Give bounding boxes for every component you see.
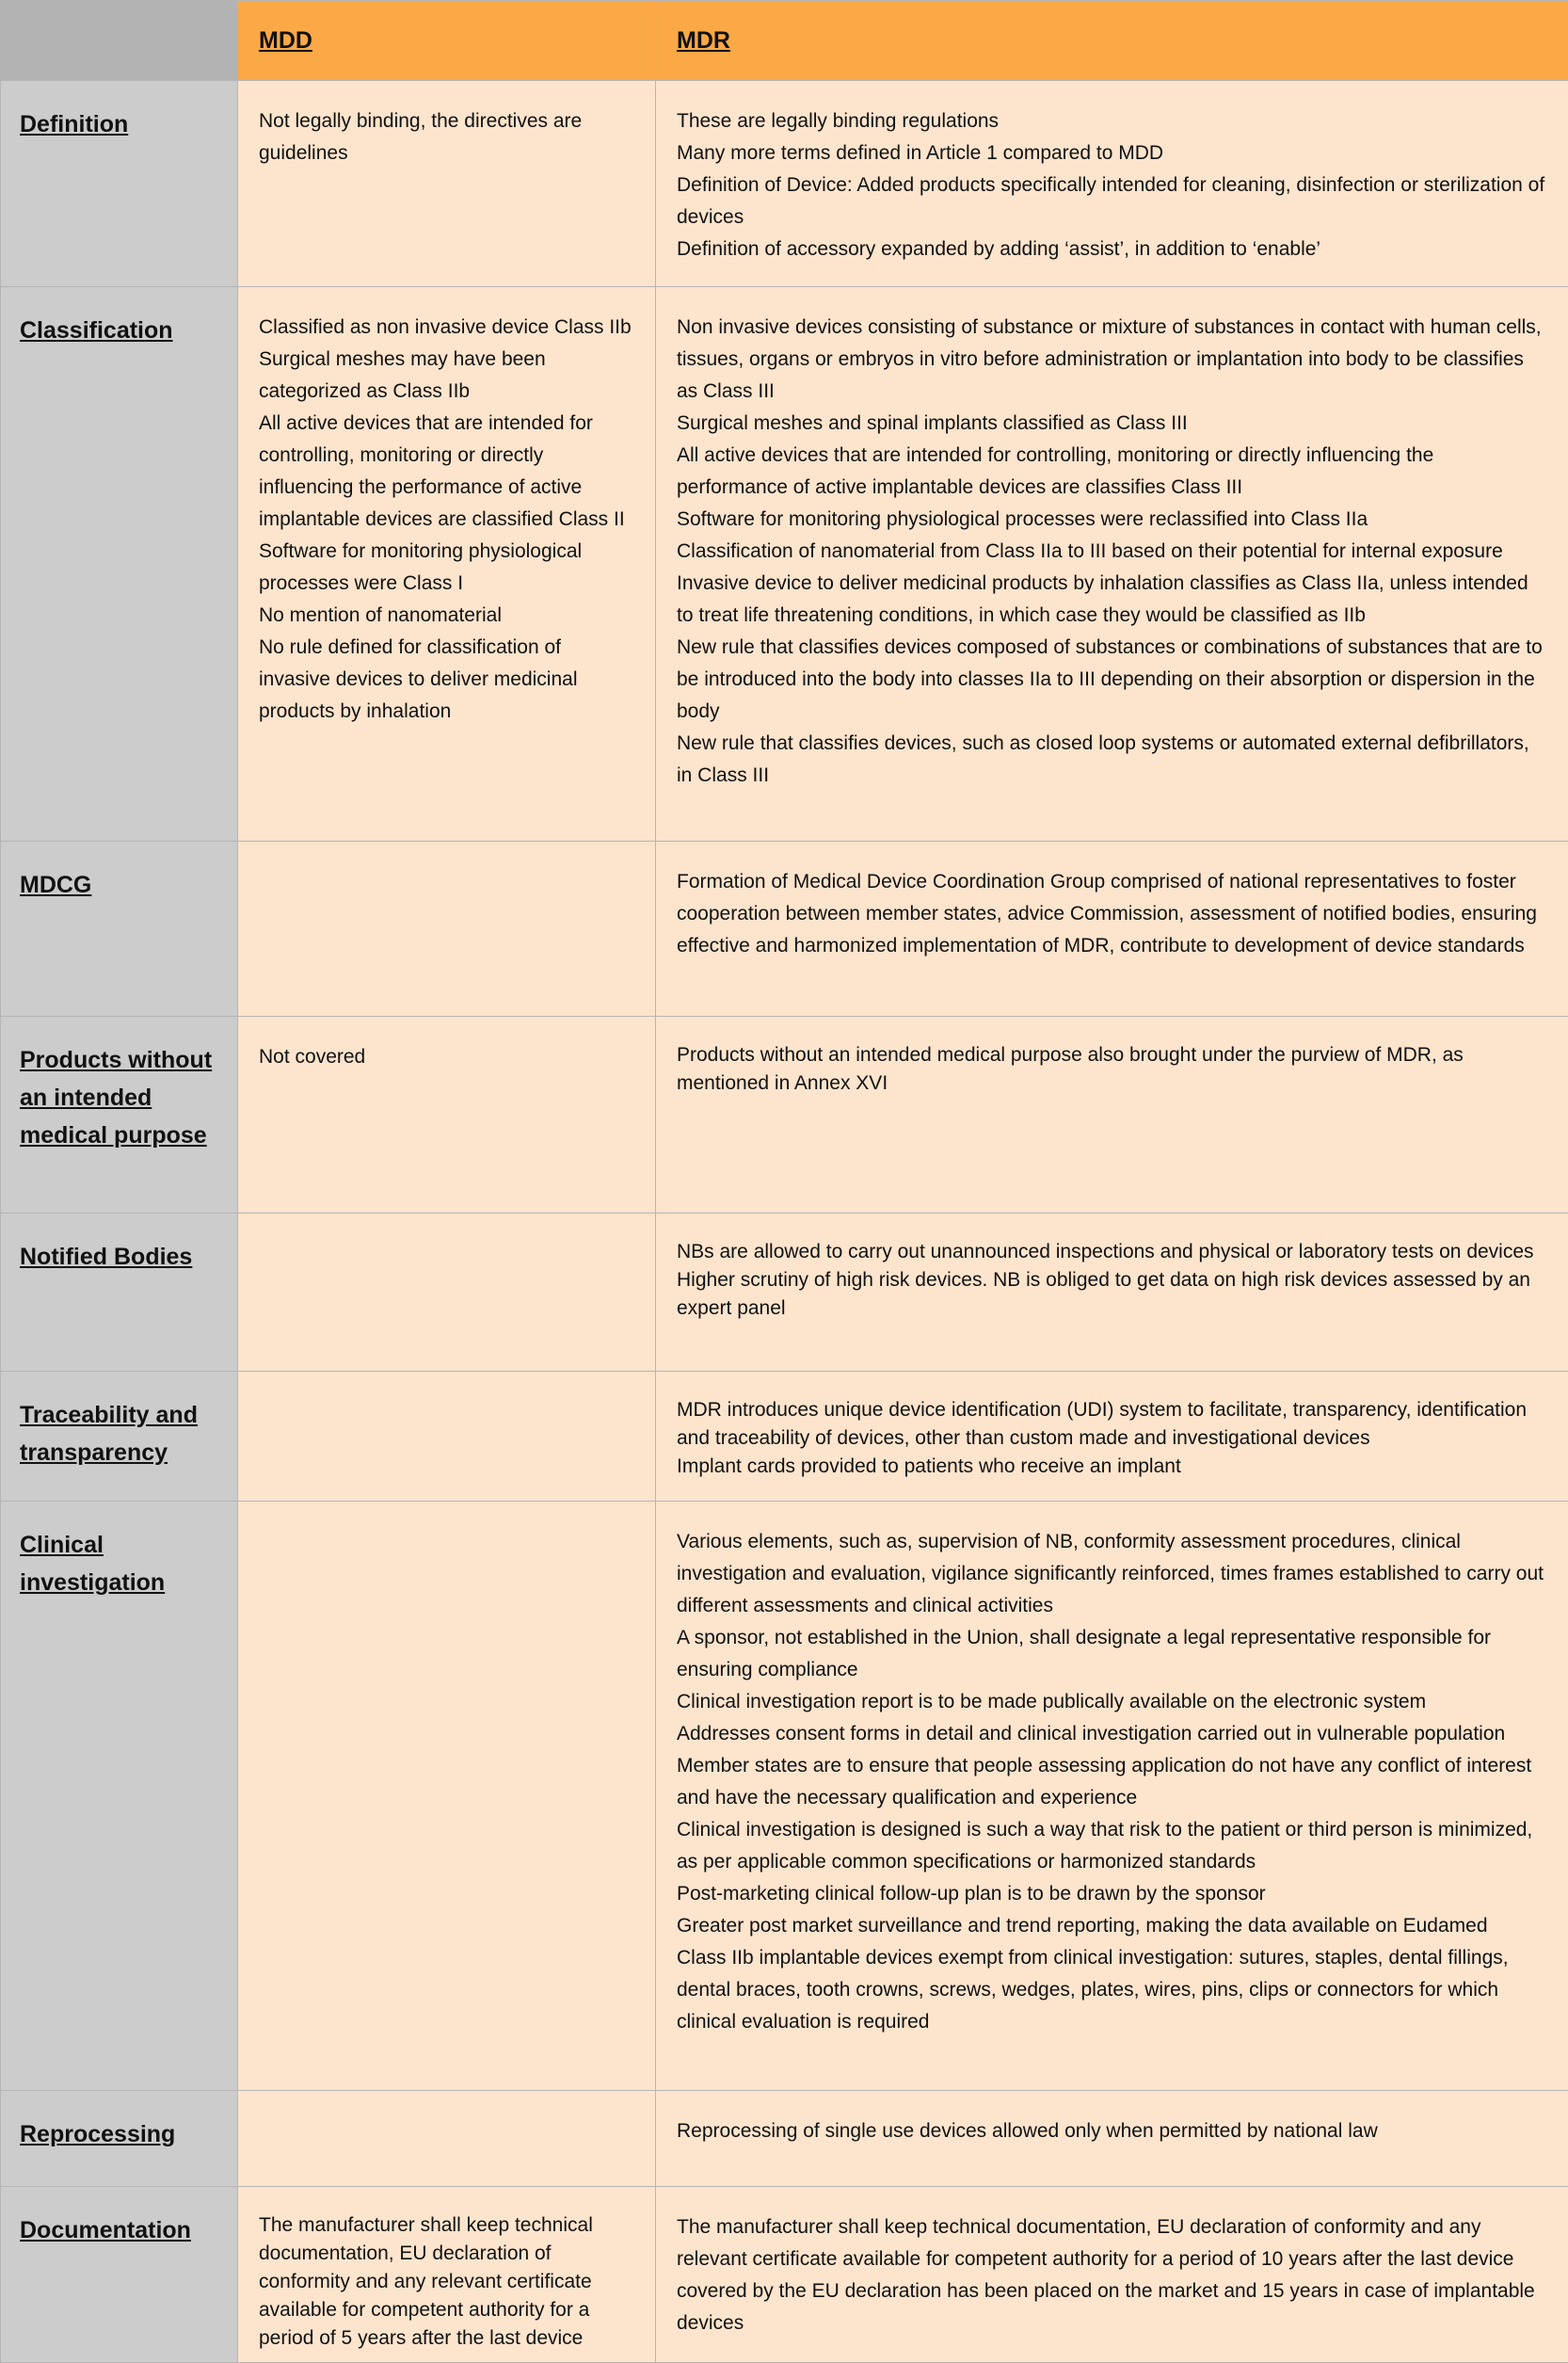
mdr-text: Implant cards provided to patients who receive an implant <box>677 1453 1547 1481</box>
mdr-text: Addresses consent forms in detail and clinical investigation carried out in vulnerable population <box>677 1718 1547 1750</box>
mdr-text: Surgical meshes and spinal implants classified as Class III <box>677 408 1547 440</box>
mdr-text: Many more terms defined in Article 1 compared to MDD <box>677 137 1547 169</box>
row-documentation <box>1 2187 1568 2363</box>
mdd-text: Surgical meshes may have been categorized as Class IIb <box>259 344 634 408</box>
mdr-text: Greater post market surveillance and trend reporting, making the data available on Eudamed <box>677 1910 1547 1942</box>
mdr-cell-definition <box>656 81 1568 287</box>
mdr-cell-products-without-medical-purpose <box>656 1017 1568 1214</box>
mdd-cell-classification <box>238 287 656 842</box>
mdr-cell-classification <box>656 287 1568 842</box>
mdr-text: New rule that classifies devices, such as closed loop systems or automated external defibrillators, in Class III <box>677 728 1547 792</box>
mdr-text: MDR introduces unique device identification (UDI) system to facilitate, transparency, identification and traceability of devices, other than custom made and investigational devices <box>677 1396 1547 1453</box>
mdr-text: The manufacturer shall keep technical documentation, EU declaration of conformity and any relevant certificate available for competent authority for a period of 10 years after the last device covered by the EU declaration has been placed on the market and 15 years in case of implantable devices <box>677 2211 1547 2339</box>
mdd-text: The manufacturer shall keep technical documentation, EU declaration of conformity and any relevant certificate available for competent authority for a period of 5 years after the last device <box>259 2211 634 2353</box>
mdr-cell-clinical-investigation <box>656 1502 1568 2091</box>
mdr-text: Definition of Device: Added products specifically intended for cleaning, disinfection or sterilization of devices <box>677 169 1547 233</box>
mdr-cell-notified-bodies <box>656 1214 1568 1372</box>
column-header-mdr: MDR <box>656 1 1568 81</box>
mdd-cell-traceability <box>238 1372 656 1502</box>
mdd-text: Not covered <box>259 1041 634 1073</box>
mdd-text: No mention of nanomaterial <box>259 600 634 632</box>
mdd-text: All active devices that are intended for controlling, monitoring or directly influencing the performance of active implantable devices are classified Class II <box>259 408 634 536</box>
row-products-without-medical-purpose <box>1 1017 1568 1214</box>
mdr-text: Formation of Medical Device Coordination Group comprised of national representatives to foster cooperation between member states, advice Commission, assessment of notified bodies, ensuring effective and harmonized implementation of MDR, contribute to development of device standards <box>677 866 1547 962</box>
row-classification <box>1 287 1568 842</box>
mdd-text: No rule defined for classification of invasive devices to deliver medicinal products by inhalation <box>259 632 634 728</box>
mdr-text: Clinical investigation is designed is such a way that risk to the patient or third person is minimized, as per applicable common specifications or harmonized standards <box>677 1814 1547 1878</box>
mdr-text: Software for monitoring physiological processes were reclassified into Class IIa <box>677 504 1547 536</box>
mdr-text: Member states are to ensure that people assessing application do not have any conflict of interest and have the necessary qualification and experience <box>677 1750 1547 1814</box>
mdr-text: Reprocessing of single use devices allowed only when permitted by national law <box>677 2115 1547 2147</box>
row-topic-notified-bodies: Notified Bodies <box>1 1214 238 1372</box>
mdd-cell-products-without-medical-purpose <box>238 1017 656 1214</box>
mdr-text: Various elements, such as, supervision of NB, conformity assessment procedures, clinical investigation and evaluation, vigilance significantly reinforced, times frames established to carry out different assessments and clinical activities <box>677 1526 1547 1622</box>
mdd-text: Not legally binding, the directives are guidelines <box>259 105 634 169</box>
mdr-text: New rule that classifies devices composed of substances or combinations of substances that are to be introduced into the body into classes IIa to III depending on their absorption or dispersion in the body <box>677 632 1547 728</box>
row-topic-traceability: Traceability and transparency <box>1 1372 238 1502</box>
mdr-cell-traceability <box>656 1372 1568 1502</box>
mdd-cell-mdcg <box>238 842 656 1017</box>
row-topic-definition: Definition <box>1 81 238 287</box>
row-traceability <box>1 1372 1568 1502</box>
row-definition <box>1 81 1568 287</box>
mdr-text: Non invasive devices consisting of substance or mixture of substances in contact with human cells, tissues, organs or embryos in vitro before administration or implantation into body to be classifies as Class III <box>677 312 1547 408</box>
mdr-text: NBs are allowed to carry out unannounced inspections and physical or laboratory tests on devices <box>677 1238 1547 1266</box>
mdr-text: Products without an intended medical purpose also brought under the purview of MDR, as mentioned in Annex XVI <box>677 1041 1547 1098</box>
mdr-text: Classification of nanomaterial from Class IIa to III based on their potential for internal exposure <box>677 536 1547 568</box>
mdr-text: Post-marketing clinical follow-up plan is to be drawn by the sponsor <box>677 1878 1547 1910</box>
mdd-cell-reprocessing <box>238 2091 656 2187</box>
row-notified-bodies <box>1 1214 1568 1372</box>
mdr-text: Class IIb implantable devices exempt from clinical investigation: sutures, staples, dental fillings, dental braces, tooth crowns, screws, wedges, plates, wires, pins, clips or connectors for which clinical evaluation is required <box>677 1942 1547 2038</box>
row-topic-reprocessing: Reprocessing <box>1 2091 238 2187</box>
corner-cell <box>1 1 238 81</box>
mdr-text: All active devices that are intended for controlling, monitoring or directly influencing the performance of active implantable devices are classifies Class III <box>677 440 1547 504</box>
mdd-cell-notified-bodies <box>238 1214 656 1372</box>
mdr-text: Invasive device to deliver medicinal products by inhalation classifies as Class IIa, unless intended to treat life threatening conditions, in which case they would be classified as IIb <box>677 568 1547 632</box>
mdr-text: A sponsor, not established in the Union, shall designate a legal representative responsible for ensuring compliance <box>677 1622 1547 1686</box>
mdr-text: Definition of accessory expanded by adding ‘assist’, in addition to ‘enable’ <box>677 233 1547 265</box>
mdr-cell-documentation <box>656 2187 1568 2363</box>
mdd-cell-documentation <box>238 2187 656 2363</box>
mdr-text: Higher scrutiny of high risk devices. NB is obliged to get data on high risk devices assessed by an expert panel <box>677 1266 1547 1323</box>
mdr-cell-mdcg <box>656 842 1568 1017</box>
mdd-cell-clinical-investigation <box>238 1502 656 2091</box>
row-topic-classification: Classification <box>1 287 238 842</box>
row-clinical-investigation <box>1 1502 1568 2091</box>
row-mdcg <box>1 842 1568 1017</box>
mdd-text: Classified as non invasive device Class IIb <box>259 312 634 344</box>
column-header-mdd: MDD <box>238 1 656 81</box>
row-reprocessing <box>1 2091 1568 2187</box>
row-topic-clinical-investigation: Clinical investigation <box>1 1502 238 2091</box>
row-topic-products-without-medical-purpose: Products without an intended medical purpose <box>1 1017 238 1214</box>
row-topic-documentation: Documentation <box>1 2187 238 2363</box>
row-topic-mdcg: MDCG <box>1 842 238 1017</box>
mdd-cell-definition <box>238 81 656 287</box>
mdd-text: Software for monitoring physiological processes were Class I <box>259 536 634 600</box>
mdr-cell-reprocessing <box>656 2091 1568 2187</box>
mdr-text: Clinical investigation report is to be made publically available on the electronic system <box>677 1686 1547 1718</box>
mdr-text: These are legally binding regulations <box>677 105 1547 137</box>
header-row <box>1 1 1568 81</box>
